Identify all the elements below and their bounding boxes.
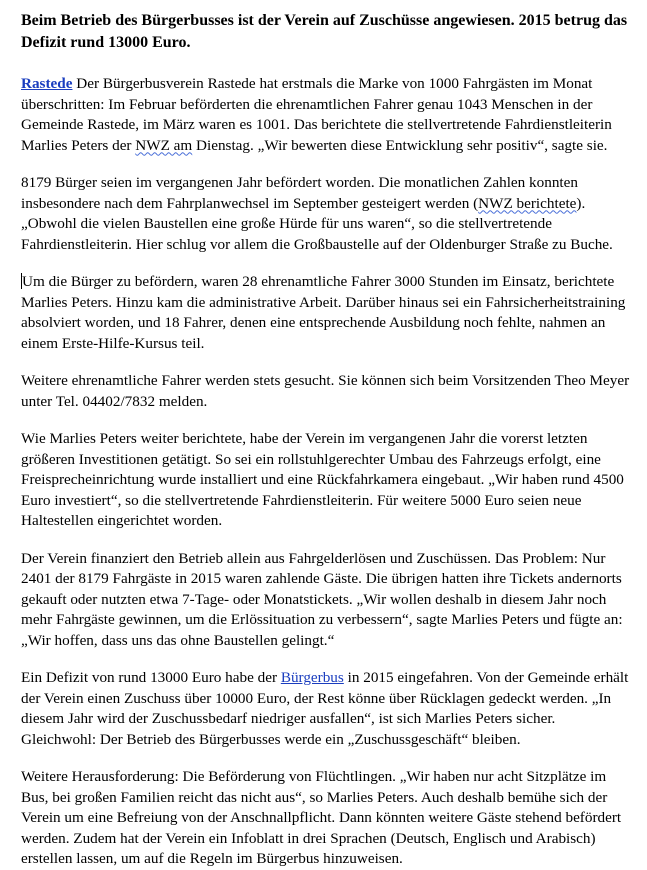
paragraph-2-text-b: ). „Obwohl die vielen Baustellen eine große Hürde für uns waren“, so die stellvertretende Fahrdienstleiterin. Hier schlug vor allem die Großbaustelle auf der Oldenburger Straße zu Buche. [21, 194, 613, 253]
paragraph-4: Weitere ehrenamtliche Fahrer werden stets gesucht. Sie können sich beim Vorsitzenden Theo Meyer unter Tel. 04402/7832 melden. [21, 372, 630, 410]
paragraph-1 [21, 74, 633, 156]
paragraph-1-text-b: Dienstag. „Wir bewerten diese Entwicklung sehr positiv“, sagte sie. [192, 136, 608, 154]
paragraph-3[interactable] [21, 272, 633, 354]
paragraph-6: Der Verein finanziert den Betrieb allein aus Fahrgelderlösen und Zuschüssen. Das Problem: Nur 2401 der 8179 Fahrgäste in 2015 waren zahlende Gäste. Die übrigen hatten ihre Tickets andernorts gekauft oder nutzten etwa 7-Tage- oder Monatstickets. „Wir wollen deshalb in diesem Jahr noch mehr Fahrgäste gewinnen, um die Erlössituation zu verbessern“, sagte Marlies Peters und fügte an: „Wir hoffen, dass uns das ohne Baustellen gelingt.“ [21, 549, 623, 649]
paragraph-5: Wie Marlies Peters weiter berichtete, habe der Verein im vergangenen Jahr die vorerst letzten größeren Investitionen getätigt. So sei ein rollstuhlgerechter Umbau des Fahrzeugs erfolgt, eine Freisprecheinrichtung wurde installiert und eine Rückfahrkamera eingebaut. „Wir haben rund 4500 Euro investiert“, so die stellvertretende Fahrdienstleiterin. Für weitere 5000 Euro seien neue Haltestellen eingerichtet worden. [21, 430, 624, 529]
paragraph-3-text: Um die Bürger zu befördern, waren 28 ehrenamtliche Fahrer 3000 Stunden im Einsatz, berichtete Marlies Peters. Hinzu kam die administrative Arbeit. Darüber hinaus sei ein Fahrsicherheitstraining absolviert worden, und 18 Fahrer, denen eine entsprechende Ausbildung noch fehlte, nahmen an einem Erste-Hilfe-Kursus teil. [21, 273, 626, 352]
paragraph-2 [21, 173, 633, 255]
paragraph-7-text-a: Ein Defizit von rund 13000 Euro habe der [21, 669, 281, 686]
headline: Beim Betrieb des Bürgerbusses ist der Verein auf Zuschüsse angewiesen. 2015 betrug das Defizit rund 13000 Euro. [21, 12, 628, 51]
buergerbus-link[interactable]: Bürgerbus [280, 669, 344, 686]
rastede-link[interactable]: Rastede [21, 75, 73, 92]
document-page [21, 0, 633, 870]
paragraph-1-text-a: Der Bürgerbusverein Rastede hat erstmals die Marke von 1000 Fahrgästen im Monat überschritten: Im Februar beförderten die ehrenamtlichen Fahrer genau 1043 Menschen in der Gemeinde Rastede, im März waren es 1001. Das berichtete die stellvertretende Fahrdienstleiterin Marlies Peters der [21, 75, 612, 154]
spellcheck-mark-nwz-am: NWZ am [135, 136, 193, 154]
paragraph-8: Weitere Herausforderung: Die Beförderung von Flüchtlingen. „Wir haben nur acht Sitzplätze im Bus, bei großen Familien reicht das nicht aus“, so Marlies Peters. Auch deshalb bemühe sich der Verein um eine Befreiung von der Anschnallpflicht. Dann könnten weitere Gäste stehend befördert werden. Zudem hat der Verein ein Infoblatt in drei Sprachen (Deutsch, Englisch und Arabisch) erstellen lassen, um auf die Regeln im Bürgerbus hinzuweisen. [21, 768, 622, 867]
paragraph-7 [21, 668, 633, 750]
paragraph-2-text-a: 8179 Bürger seien im vergangenen Jahr befördert worden. Die monatlichen Zahlen konnten insbesondere nach dem Fahrplanwechsel im September gesteigert werden ( [21, 174, 578, 212]
spellcheck-mark-nwz-berichtete: NWZ berichtete [478, 194, 577, 212]
paragraph-7-text-b: in 2015 eingefahren. Von der Gemeinde erhält der Verein einen Zuschuss über 10000 Euro, der Rest könne über Rücklagen gedeckt werden. „In diesem Jahr wird der Zuschussbedarf niedriger ausfallen“, ist sich Marlies Peters sicher. Gleichwohl: Der Betrieb des Bürgerbusses werde ein „Zuschussgeschäft“ bleiben. [21, 669, 629, 748]
